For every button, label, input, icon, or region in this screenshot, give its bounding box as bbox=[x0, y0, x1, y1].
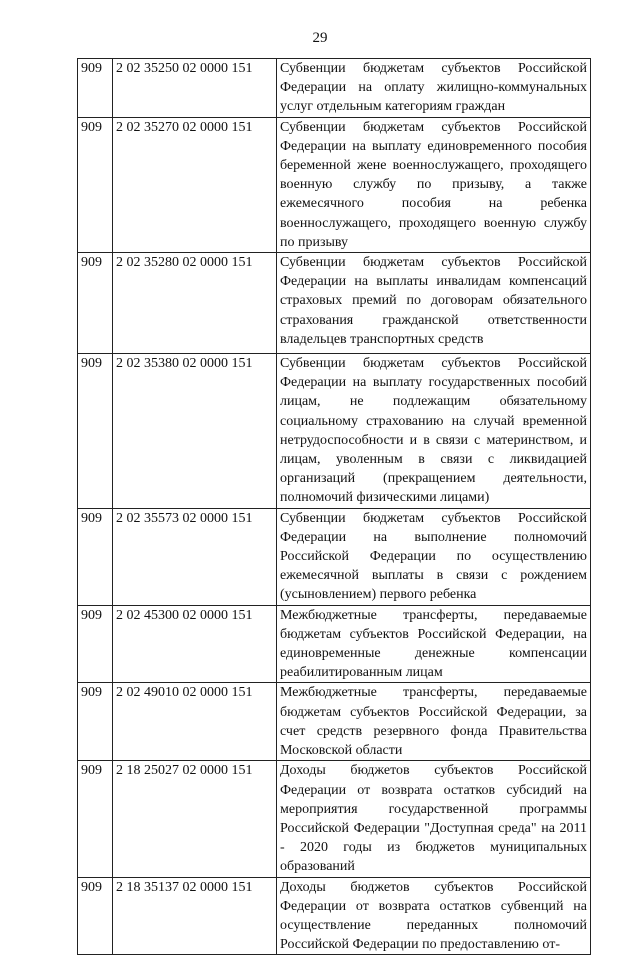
table-row bbox=[78, 605, 591, 683]
table-row bbox=[78, 354, 591, 509]
description-cell: Субвенции бюджетам субъектов Российской Федерации на выплату государственных пособий лицам, не подлежащим обязательному социальному страхованию на случай временной нетрудоспособности и в связи с материнством, и лицам, уволенным в связи с ликвидацией организаций (прекращением деятельности, полномочий физическими лицами) bbox=[277, 354, 591, 509]
description-cell: Доходы бюджетов субъектов Российской Федерации от возврата остатков субвенций на осуществление переданных полномочий Российской Федерации по предоставлению от- bbox=[277, 877, 591, 955]
admin-code-cell: 909 bbox=[78, 877, 113, 955]
budget-code-cell: 2 18 35137 02 0000 151 bbox=[113, 877, 277, 955]
budget-code-cell: 2 02 35380 02 0000 151 bbox=[113, 354, 277, 509]
budget-code-cell: 2 02 35280 02 0000 151 bbox=[113, 253, 277, 354]
budget-code-cell: 2 02 49010 02 0000 151 bbox=[113, 683, 277, 761]
table-row bbox=[78, 877, 591, 955]
admin-code-cell: 909 bbox=[78, 117, 113, 252]
table-row bbox=[78, 761, 591, 877]
admin-code-cell: 909 bbox=[78, 253, 113, 354]
description-cell: Субвенции бюджетам субъектов Российской Федерации на оплату жилищно-коммунальных услуг отдельным категориям граждан bbox=[277, 59, 591, 118]
description-cell: Субвенции бюджетам субъектов Российской Федерации на выполнение полномочий Российской Федерации по осуществлению ежемесячной выплаты в связи с рождением (усыновлением) первого ребенка bbox=[277, 508, 591, 605]
table-row bbox=[78, 117, 591, 252]
page-number: 29 bbox=[312, 30, 328, 46]
admin-code-cell: 909 bbox=[78, 59, 113, 118]
description-cell: Доходы бюджетов субъектов Российской Федерации от возврата остатков субсидий на мероприятия государственной программы Российской Федерации "Доступная среда" на 2011 - 2020 годы из бюджетов муниципальных образований bbox=[277, 761, 591, 877]
table-row bbox=[78, 253, 591, 354]
budget-classification-table bbox=[77, 58, 591, 955]
description-cell: Субвенции бюджетам субъектов Российской Федерации на выплаты инвалидам компенсаций страховых премий по договорам обязательного страхования гражданской ответственности владельцев транспортных средств bbox=[277, 253, 591, 354]
description-cell: Субвенции бюджетам субъектов Российской Федерации на выплату единовременного пособия беременной жене военнослужащего, проходящего военную службу по призыву, а также ежемесячного пособия на ребенка военнослужащего, проходящего военную службу по призыву bbox=[277, 117, 591, 252]
table-row bbox=[78, 683, 591, 761]
budget-code-cell: 2 02 35250 02 0000 151 bbox=[113, 59, 277, 118]
budget-code-cell: 2 02 35270 02 0000 151 bbox=[113, 117, 277, 252]
budget-code-cell: 2 02 35573 02 0000 151 bbox=[113, 508, 277, 605]
admin-code-cell: 909 bbox=[78, 761, 113, 877]
admin-code-cell: 909 bbox=[78, 508, 113, 605]
admin-code-cell: 909 bbox=[78, 605, 113, 683]
admin-code-cell: 909 bbox=[78, 683, 113, 761]
admin-code-cell: 909 bbox=[78, 354, 113, 509]
description-cell: Межбюджетные трансферты, передаваемые бюджетам субъектов Российской Федерации, за счет средств резервного фонда Правительства Московской области bbox=[277, 683, 591, 761]
table-row bbox=[78, 508, 591, 605]
description-cell: Межбюджетные трансферты, передаваемые бюджетам субъектов Российской Федерации, на единовременные денежные компенсации реабилитированным лицам bbox=[277, 605, 591, 683]
budget-code-cell: 2 18 25027 02 0000 151 bbox=[113, 761, 277, 877]
table-row bbox=[78, 59, 591, 118]
budget-code-cell: 2 02 45300 02 0000 151 bbox=[113, 605, 277, 683]
